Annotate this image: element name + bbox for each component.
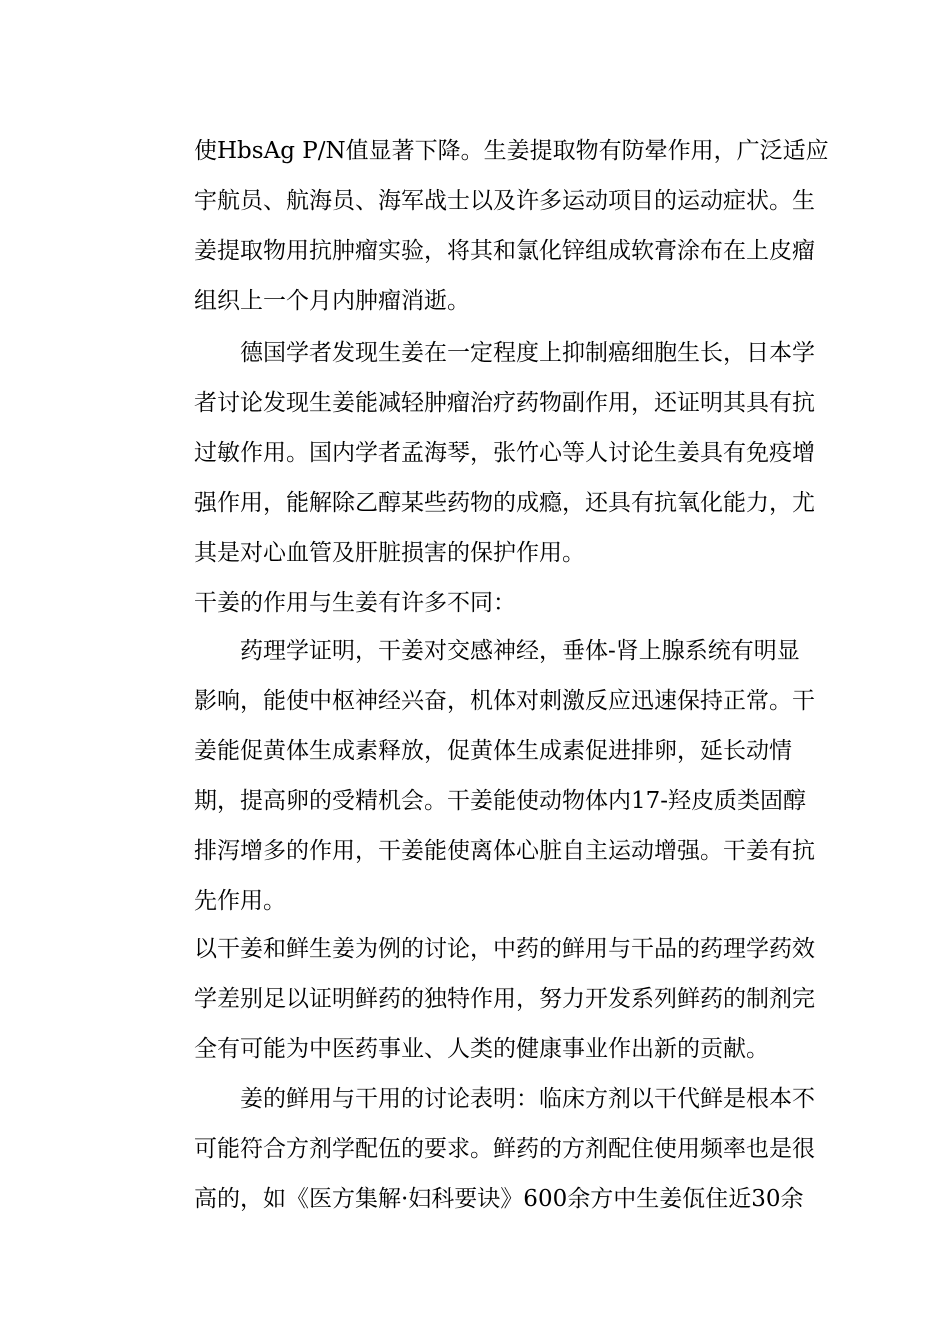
text-line: 姜能促黄体生成素释放，促黄体生成素促进排卵，延长动情 <box>194 738 792 764</box>
text-line: 可能符合方剂学配伍的要求。鲜药的方剂配住使用频率也是很 <box>194 1136 815 1162</box>
text-line: 干姜的作用与生姜有许多不同： <box>194 590 516 616</box>
text-line: 者讨论发现生姜能减轻肿瘤治疗药物副作用，还证明其具有抗 <box>194 390 815 416</box>
text-line: 强作用，能解除乙醇某些药物的成瘾，还具有抗氧化能力，尤 <box>194 490 815 516</box>
text-line: 药理学证明，干姜对交感神经，垂体-肾上腺系统有明显 <box>240 638 800 664</box>
text-line: 组织上一个月内肿瘤消逝。 <box>194 288 470 314</box>
text-line: 姜提取物用抗肿瘤实验，将其和氯化锌组成软膏涂布在上皮瘤 <box>194 238 815 264</box>
text-line: 宇航员、航海员、海军战士以及许多运动项目的运动症状。生 <box>194 188 815 214</box>
text-line: 其是对心血管及肝脏损害的保护作用。 <box>194 540 585 566</box>
text-line: 排泻增多的作用，干姜能使离体心脏自主运动增强。干姜有抗 <box>194 838 815 864</box>
text-line: 学差别足以证明鲜药的独特作用，努力开发系列鲜药的制剂完 <box>194 986 815 1012</box>
text-line: 全有可能为中医药事业、人类的健康事业作出新的贡献。 <box>194 1036 769 1062</box>
text-line: 姜的鲜用与干用的讨论表明：临床方剂以干代鲜是根本不 <box>240 1086 815 1112</box>
text-line: 使HbsAg P/N值显著下降。生姜提取物有防晕作用，广泛适应 <box>194 138 829 164</box>
text-line: 先作用。 <box>194 888 286 914</box>
text-line: 高的，如《医方集解·妇科要诀》600余方中生姜佤住近30余 <box>194 1186 804 1212</box>
text-line: 过敏作用。国内学者孟海琴，张竹心等人讨论生姜具有免疫增 <box>194 440 815 466</box>
text-line: 德国学者发现生姜在一定程度上抑制癌细胞生长，日本学 <box>240 340 815 366</box>
text-line: 以干姜和鲜生姜为例的讨论，中药的鲜用与干品的药理学药效 <box>194 936 815 962</box>
text-line: 期，提高卵的受精机会。干姜能使动物体内17-羟皮质类固醇 <box>194 788 807 814</box>
text-line: 影响，能使中枢神经兴奋，机体对刺激反应迅速保持正常。干 <box>194 688 815 714</box>
